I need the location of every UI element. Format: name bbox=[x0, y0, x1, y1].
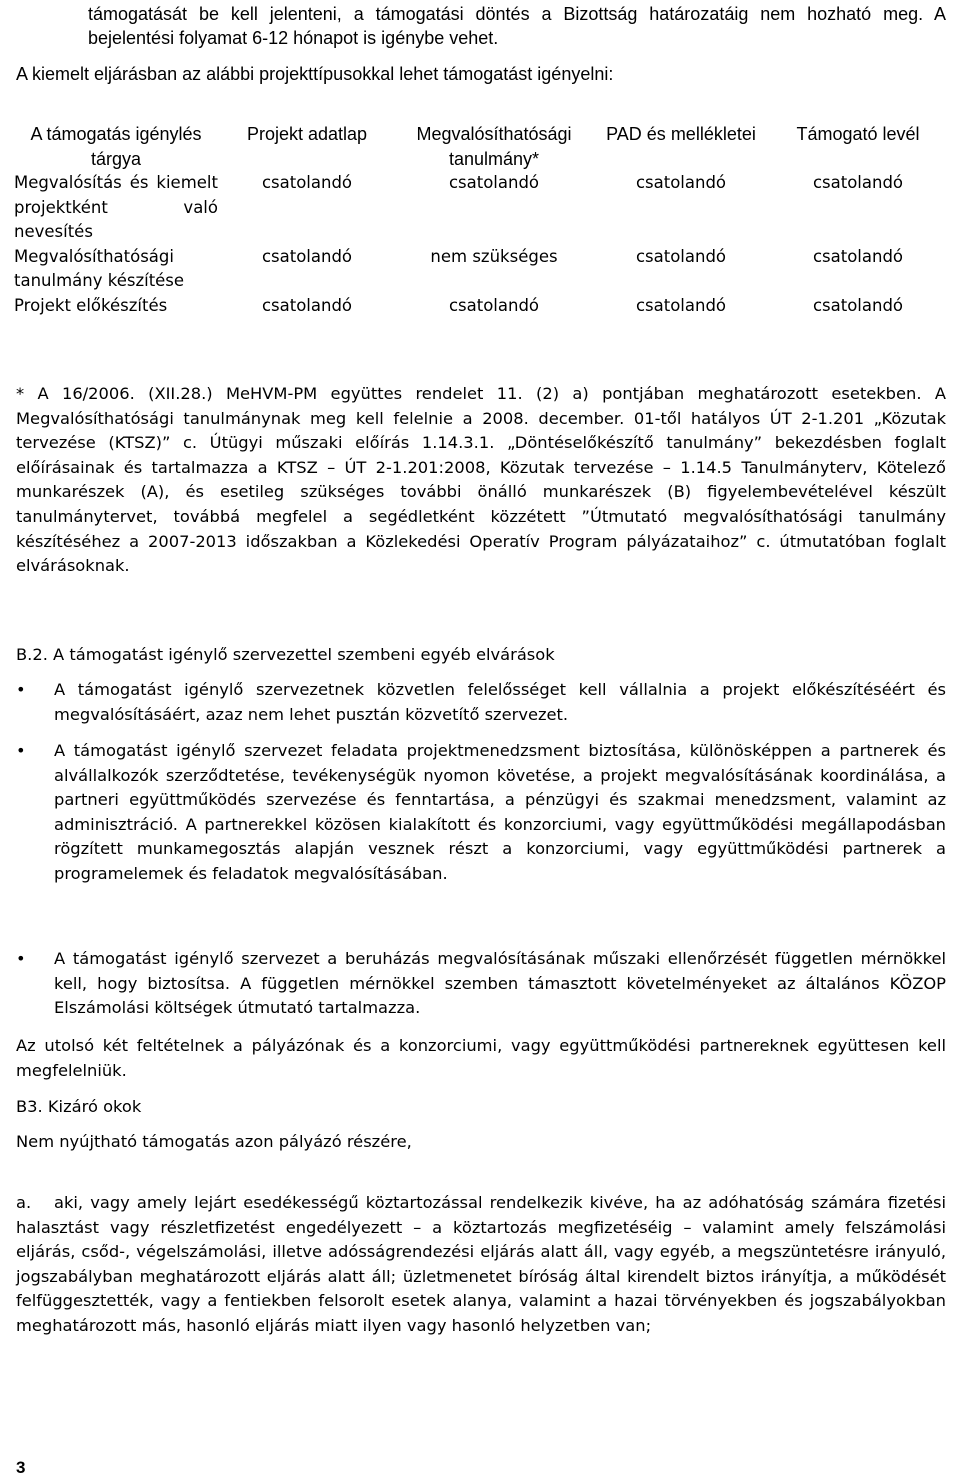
table-cell: csatolandó bbox=[812, 246, 904, 266]
list-item-text: A támogatást igénylő szervezet a beruházás megvalósításának műszaki ellenőrzését független mérnökkel kell, hogy biztosítsa. A független mérnökkel szemben támasztott követelményeket az általános KÖZOP Elszámolási költségek útmutató tartalmazza. bbox=[54, 949, 946, 1018]
table-header: PAD és mellékletei bbox=[606, 124, 756, 144]
table-cell: csatolandó bbox=[812, 295, 904, 315]
item-marker: a. bbox=[16, 1193, 32, 1212]
table-header: Támogató levél bbox=[796, 124, 920, 144]
list-item-text: A támogatást igénylő szervezetnek közvetlen felelősséget kell vállalnia a projekt előkészítéséért és megvalósításáért, azaz nem lehet pusztán közvetítő szervezet. bbox=[54, 680, 946, 724]
closing-paragraph: Az utolsó két feltételnek a pályázónak és a konzorciumi, vagy együttműködési partnereknek együttesen kell megfelelniük. bbox=[16, 1036, 946, 1080]
table-cell: csatolandó bbox=[448, 295, 540, 315]
row-label: Megvalósíthatósági tanulmány készítése bbox=[14, 246, 185, 290]
table-cell: csatolandó bbox=[261, 173, 353, 192]
table-header-row bbox=[14, 122, 946, 171]
row-label: Megvalósítás és kiemelt projektként való nevesítés bbox=[14, 173, 218, 241]
table-cell: csatolandó bbox=[635, 295, 727, 315]
table-header: Projekt adatlap bbox=[246, 124, 368, 144]
intro-line: A kiemelt eljárásban az alábbi projekttípusokkal lehet támogatást igényelni: bbox=[16, 64, 614, 84]
table-header: A támogatás igénylés tárgya bbox=[30, 124, 202, 169]
table-cell: csatolandó bbox=[635, 173, 727, 192]
page-number: 3 bbox=[16, 1458, 26, 1477]
table-cell: csatolandó bbox=[261, 246, 353, 266]
table-cell: csatolandó bbox=[812, 173, 904, 192]
table-row bbox=[14, 294, 946, 319]
table-row bbox=[14, 245, 946, 294]
section-b3-intro: Nem nyújtható támogatás azon pályázó részére, bbox=[16, 1132, 412, 1151]
bullet-icon: • bbox=[16, 741, 26, 760]
table-footnote: * A 16/2006. (XII.28.) MeHVM-PM együttes rendelet 11. (2) a) pontjában meghatározott esetekben. A Megvalósíthatósági tanulmánynak meg kell felelnie a 2008. december. 01-től hatályos ÚT 2-1.201 „Közutak tervezése (KTSZ)” c. Útügyi műszaki előírás 1.14.3.1. „Döntéselőkészítő tanulmány” bekezdésben foglalt előírásainak és tartalmazza a KTSZ – ÚT 2-1.201:2008, Közutak tervezése – 1.14.5 Tanulmányterv, Kötelező munkarészek (A), és esetileg szükséges további önálló munkarészek (B) figyelembevételével készült tanulmánytervet, továbbá megfelel a segédletként közzétett ”Útmutató megvalósíthatósági tanulmány készítéséhez a 2007-2013 időszakban a Közlekedési Operatív Program pályázataihoz” c. útmutatóban foglalt elvárásoknak. bbox=[16, 384, 946, 576]
list-item bbox=[16, 947, 946, 1021]
list-item bbox=[16, 678, 946, 727]
list-item-text: A támogatást igénylő szervezet feladata projektmenedzsment biztosítása, különösképpen a partnerek és alvállalkozók szerződtetése, tevékenységük nyomon követése, a projekt megvalósításának koordinálása, a partneri együttműködés szervezése és fenntartása, a pénzügyi és szakmai menedzsment, valamint az adminisztráció. A partnerekkel közösen kialakított és konzorciumi, vagy együttműködési megállapodásban rögzített munkamegosztás alapján vesznek részt a konzorciumi, vagy együttműködési partnerek a programelemek és feladatok megvalósításában. bbox=[54, 741, 946, 883]
table-row bbox=[14, 171, 946, 245]
bullet-icon: • bbox=[16, 949, 26, 968]
table-cell: csatolandó bbox=[261, 295, 353, 315]
table-cell: csatolandó bbox=[448, 173, 540, 192]
table-cell: csatolandó bbox=[635, 246, 727, 266]
table-header: Megvalósíthatósági tanulmány* bbox=[416, 124, 572, 169]
table-cell: nem szükséges bbox=[430, 246, 558, 266]
item-text: aki, vagy amely lejárt esedékességű köztartozással rendelkezik kivéve, ha az adóhatóság számára fizetési halasztást vagy részletfizetést engedélyezett – a köztartozás megfizetéséig – valamint amely felszámolási eljárás, csőd-, végelszámolási, illetve adósságrendezési eljárás alatt áll, vagy egyéb, a megszüntetésre irányuló, jogszabályban meghatározott eljárás alatt áll; üzletmenetet bíróság által kirendelt biztos irányítja, a működését felfüggesztették, vagy a fentiekben felsorolt esetek alanya, valamint a hazai törvényekben és jogszabályokban meghatározott más, hasonló eljárás miatt ilyen vagy hasonló helyzetben van; bbox=[16, 1193, 946, 1335]
exclusion-item-a bbox=[16, 1191, 946, 1339]
section-b3-heading: B3. Kizáró okok bbox=[16, 1097, 142, 1116]
bullet-icon: • bbox=[16, 680, 26, 699]
intro-paragraph: támogatását be kell jelenteni, a támogatási döntés a Bizottság határozatáig nem hozható meg. A bejelentési folyamat 6-12 hónapot is igénybe vehet. bbox=[88, 4, 946, 48]
project-type-table bbox=[14, 122, 946, 318]
list-item bbox=[16, 739, 946, 887]
row-label: Projekt előkészítés bbox=[14, 295, 168, 315]
section-b2-heading: B.2. A támogatást igénylő szervezettel szembeni egyéb elvárások bbox=[16, 645, 555, 664]
